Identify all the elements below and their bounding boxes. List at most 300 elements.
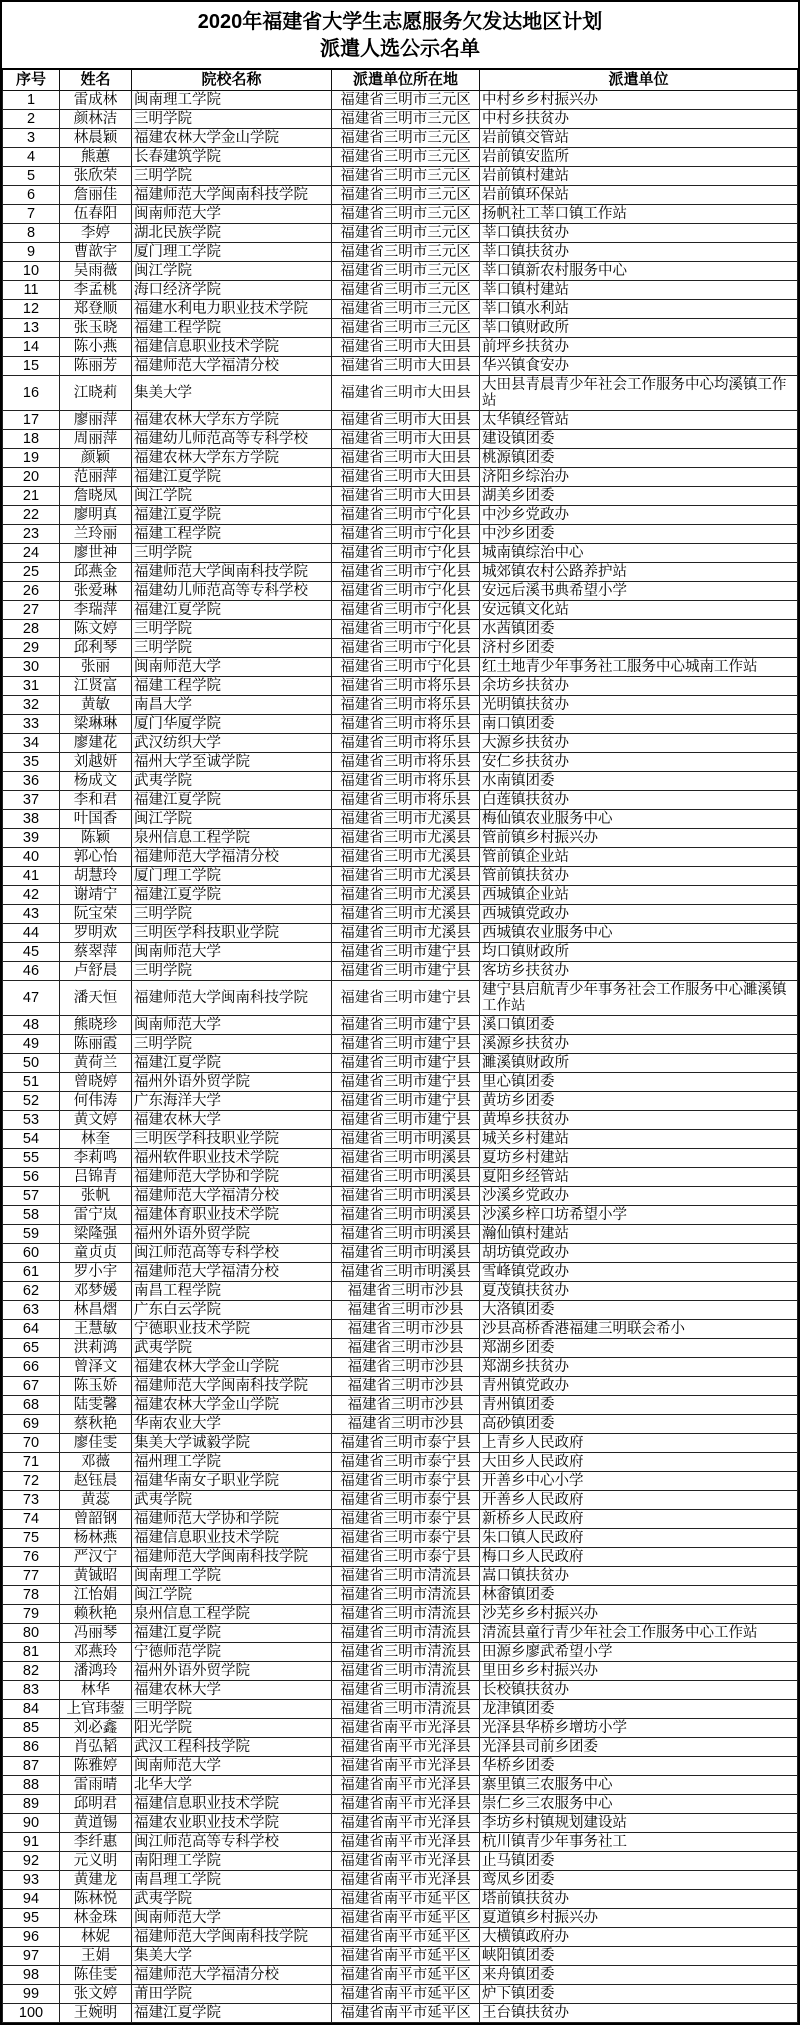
cell-index: 57: [3, 1187, 60, 1206]
cell-school: 南昌理工学院: [132, 1871, 332, 1890]
table-row: [3, 753, 798, 772]
table-row: [3, 1320, 798, 1339]
cell-location: 福建省三明市将乐县: [332, 715, 480, 734]
cell-school: 南阳理工学院: [132, 1852, 332, 1871]
cell-name: 阮宝荣: [60, 905, 132, 924]
cell-location: 福建省三明市明溪县: [332, 1187, 480, 1206]
cell-name: 潘鸿玲: [60, 1662, 132, 1681]
cell-name: 谢靖宁: [60, 886, 132, 905]
cell-school: 福建信息职业技术学院: [132, 338, 332, 357]
cell-school: 广东海洋大学: [132, 1092, 332, 1111]
table-row: [3, 449, 798, 468]
cell-name: 王慧敏: [60, 1320, 132, 1339]
cell-location: 福建省南平市光泽县: [332, 1776, 480, 1795]
cell-name: 罗小宇: [60, 1263, 132, 1282]
cell-name: 蔡秋艳: [60, 1415, 132, 1434]
cell-index: 31: [3, 677, 60, 696]
cell-location: 福建省南平市延平区: [332, 1985, 480, 2004]
table-row: [3, 262, 798, 281]
cell-school: 福建江夏学院: [132, 468, 332, 487]
cell-index: 29: [3, 639, 60, 658]
table-row: [3, 1263, 798, 1282]
cell-name: 郭心怡: [60, 848, 132, 867]
cell-name: 陈玉娇: [60, 1377, 132, 1396]
cell-location: 福建省三明市尤溪县: [332, 810, 480, 829]
cell-unit: 塔前镇扶贫办: [480, 1890, 798, 1909]
cell-location: 福建省三明市明溪县: [332, 1168, 480, 1187]
cell-school: 福州外语外贸学院: [132, 1662, 332, 1681]
cell-name: 张欣荣: [60, 167, 132, 186]
cell-index: 54: [3, 1130, 60, 1149]
cell-school: 福建工程学院: [132, 677, 332, 696]
table-row: [3, 924, 798, 943]
cell-unit: 大田乡人民政府: [480, 1453, 798, 1472]
cell-index: 66: [3, 1358, 60, 1377]
cell-index: 94: [3, 1890, 60, 1909]
table-row: [3, 544, 798, 563]
cell-name: 元义明: [60, 1852, 132, 1871]
cell-unit: 炉下镇团委: [480, 1985, 798, 2004]
cell-name: 杨林燕: [60, 1529, 132, 1548]
cell-index: 59: [3, 1225, 60, 1244]
table-row: [3, 281, 798, 300]
cell-index: 64: [3, 1320, 60, 1339]
cell-index: 7: [3, 205, 60, 224]
cell-school: 福州大学至诚学院: [132, 753, 332, 772]
cell-name: 刘必鑫: [60, 1719, 132, 1738]
cell-school: 莆田学院: [132, 1985, 332, 2004]
cell-name: 赵钰晨: [60, 1472, 132, 1491]
cell-name: 江晓莉: [60, 376, 132, 411]
cell-location: 福建省三明市清流县: [332, 1643, 480, 1662]
cell-unit: 水茜镇团委: [480, 620, 798, 639]
cell-location: 福建省三明市沙县: [332, 1396, 480, 1415]
cell-school: 福建农林大学: [132, 1681, 332, 1700]
cell-index: 40: [3, 848, 60, 867]
cell-location: 福建省三明市清流县: [332, 1586, 480, 1605]
cell-location: 福建省三明市泰宁县: [332, 1510, 480, 1529]
cell-school: 闽江学院: [132, 810, 332, 829]
cell-unit: 华桥乡团委: [480, 1757, 798, 1776]
cell-index: 87: [3, 1757, 60, 1776]
cell-location: 福建省三明市泰宁县: [332, 1529, 480, 1548]
cell-index: 30: [3, 658, 60, 677]
table-row: [3, 696, 798, 715]
cell-location: 福建省三明市宁化县: [332, 639, 480, 658]
cell-unit: 林畲镇团委: [480, 1586, 798, 1605]
cell-name: 肖弘韬: [60, 1738, 132, 1757]
cell-index: 4: [3, 148, 60, 167]
cell-school: 福建师范大学闽南科技学院: [132, 563, 332, 582]
cell-school: 武夷学院: [132, 1339, 332, 1358]
table-row: [3, 1529, 798, 1548]
cell-unit: 青州镇团委: [480, 1396, 798, 1415]
cell-unit: 安仁乡扶贫办: [480, 753, 798, 772]
cell-school: 长春建筑学院: [132, 148, 332, 167]
cell-unit: 开善乡中心小学: [480, 1472, 798, 1491]
cell-school: 海口经济学院: [132, 281, 332, 300]
cell-index: 96: [3, 1928, 60, 1947]
cell-location: 福建省三明市三元区: [332, 243, 480, 262]
cell-unit: 大源乡扶贫办: [480, 734, 798, 753]
table-row: [3, 1795, 798, 1814]
cell-unit: 建宁县启航青少年事务社会工作服务中心濉溪镇工作站: [480, 981, 798, 1016]
cell-location: 福建省三明市尤溪县: [332, 905, 480, 924]
cell-location: 福建省三明市大田县: [332, 338, 480, 357]
cell-location: 福建省三明市三元区: [332, 300, 480, 319]
table-row: [3, 1624, 798, 1643]
table-row: [3, 1567, 798, 1586]
cell-index: 72: [3, 1472, 60, 1491]
cell-unit: 夏道镇乡村振兴办: [480, 1909, 798, 1928]
header-row: [3, 69, 798, 91]
cell-unit: 高砂镇团委: [480, 1415, 798, 1434]
cell-unit: 田源乡廖武希望小学: [480, 1643, 798, 1662]
cell-school: 福建信息职业技术学院: [132, 1795, 332, 1814]
table-body: [3, 91, 798, 2023]
cell-unit: 瀚仙镇村建站: [480, 1225, 798, 1244]
cell-school: 泉州信息工程学院: [132, 1605, 332, 1624]
cell-location: 福建省三明市三元区: [332, 262, 480, 281]
table-row: [3, 810, 798, 829]
cell-name: 范丽萍: [60, 468, 132, 487]
cell-unit: 光明镇扶贫办: [480, 696, 798, 715]
cell-unit: 夏坊乡村建站: [480, 1149, 798, 1168]
cell-index: 61: [3, 1263, 60, 1282]
cell-name: 曹歆宇: [60, 243, 132, 262]
cell-index: 98: [3, 1966, 60, 1985]
cell-unit: 新桥乡人民政府: [480, 1510, 798, 1529]
cell-unit: 杭川镇青少年事务社工: [480, 1833, 798, 1852]
cell-school: 闽南师范大学: [132, 1016, 332, 1035]
table-row: [3, 905, 798, 924]
cell-school: 福建师范大学福清分校: [132, 1187, 332, 1206]
header-name: 姓名: [60, 69, 132, 91]
cell-unit: 郑湖乡团委: [480, 1339, 798, 1358]
cell-name: 颜林洁: [60, 110, 132, 129]
cell-index: 85: [3, 1719, 60, 1738]
cell-index: 63: [3, 1301, 60, 1320]
cell-school: 福建水利电力职业技术学院: [132, 300, 332, 319]
cell-school: 湖北民族学院: [132, 224, 332, 243]
cell-school: 福建江夏学院: [132, 2004, 332, 2023]
cell-index: 76: [3, 1548, 60, 1567]
cell-school: 武夷学院: [132, 1491, 332, 1510]
cell-school: 北华大学: [132, 1776, 332, 1795]
cell-location: 福建省三明市泰宁县: [332, 1453, 480, 1472]
cell-unit: 岩前镇交管站: [480, 129, 798, 148]
header-index: 序号: [3, 69, 60, 91]
table-row: [3, 110, 798, 129]
cell-unit: 中村乡扶贫办: [480, 110, 798, 129]
cell-unit: 莘口镇村建站: [480, 281, 798, 300]
cell-location: 福建省南平市光泽县: [332, 1852, 480, 1871]
cell-name: 李瑞萍: [60, 601, 132, 620]
cell-location: 福建省南平市光泽县: [332, 1738, 480, 1757]
cell-school: 福建农林大学金山学院: [132, 129, 332, 148]
cell-location: 福建省三明市明溪县: [332, 1149, 480, 1168]
cell-unit: 沙芜乡乡村振兴办: [480, 1605, 798, 1624]
cell-unit: 岩前镇安监所: [480, 148, 798, 167]
table-row: [3, 1339, 798, 1358]
cell-school: 福建师范大学协和学院: [132, 1510, 332, 1529]
cell-school: 福建工程学院: [132, 319, 332, 338]
cell-school: 南昌大学: [132, 696, 332, 715]
cell-location: 福建省三明市泰宁县: [332, 1472, 480, 1491]
cell-name: 严汉宁: [60, 1548, 132, 1567]
cell-location: 福建省三明市三元区: [332, 186, 480, 205]
cell-index: 56: [3, 1168, 60, 1187]
cell-location: 福建省三明市建宁县: [332, 1092, 480, 1111]
cell-index: 84: [3, 1700, 60, 1719]
cell-school: 宁德师范学院: [132, 1643, 332, 1662]
cell-name: 廖佳雯: [60, 1434, 132, 1453]
table-row: [3, 1510, 798, 1529]
cell-unit: 黄坊乡团委: [480, 1092, 798, 1111]
cell-location: 福建省三明市建宁县: [332, 1035, 480, 1054]
header-unit: 派遣单位: [480, 69, 798, 91]
table-row: [3, 1377, 798, 1396]
table-row: [3, 848, 798, 867]
cell-name: 何伟涛: [60, 1092, 132, 1111]
cell-location: 福建省三明市明溪县: [332, 1130, 480, 1149]
cell-unit: 红土地青少年事务社工服务中心城南工作站: [480, 658, 798, 677]
cell-school: 三明医学科技职业学院: [132, 924, 332, 943]
cell-location: 福建省南平市延平区: [332, 1890, 480, 1909]
table-row: [3, 148, 798, 167]
cell-name: 邓燕玲: [60, 1643, 132, 1662]
cell-school: 福建江夏学院: [132, 506, 332, 525]
table-row: [3, 1586, 798, 1605]
table-row: [3, 1738, 798, 1757]
cell-index: 62: [3, 1282, 60, 1301]
cell-unit: 莘口镇财政所: [480, 319, 798, 338]
table-row: [3, 1187, 798, 1206]
cell-index: 45: [3, 943, 60, 962]
cell-school: 福建农林大学金山学院: [132, 1396, 332, 1415]
cell-location: 福建省三明市大田县: [332, 376, 480, 411]
cell-unit: 岩前镇村建站: [480, 167, 798, 186]
cell-location: 福建省三明市大田县: [332, 487, 480, 506]
cell-school: 集美大学: [132, 1947, 332, 1966]
table-row: [3, 772, 798, 791]
table-row: [3, 1244, 798, 1263]
table-row: [3, 1890, 798, 1909]
cell-location: 福建省三明市尤溪县: [332, 886, 480, 905]
cell-name: 雷雨晴: [60, 1776, 132, 1795]
cell-index: 11: [3, 281, 60, 300]
cell-name: 卢舒晨: [60, 962, 132, 981]
cell-unit: 峡阳镇团委: [480, 1947, 798, 1966]
cell-school: 福建江夏学院: [132, 886, 332, 905]
cell-school: 三明学院: [132, 544, 332, 563]
table-row: [3, 525, 798, 544]
cell-name: 熊晓珍: [60, 1016, 132, 1035]
cell-location: 福建省三明市宁化县: [332, 582, 480, 601]
cell-name: 吴雨薇: [60, 262, 132, 281]
cell-name: 曾韶钢: [60, 1510, 132, 1529]
cell-unit: 里心镇团委: [480, 1073, 798, 1092]
cell-location: 福建省三明市将乐县: [332, 791, 480, 810]
cell-unit: 管前镇企业站: [480, 848, 798, 867]
cell-name: 赖秋艳: [60, 1605, 132, 1624]
cell-location: 福建省三明市泰宁县: [332, 1434, 480, 1453]
cell-index: 58: [3, 1206, 60, 1225]
cell-index: 9: [3, 243, 60, 262]
cell-location: 福建省三明市沙县: [332, 1320, 480, 1339]
cell-school: 厦门理工学院: [132, 867, 332, 886]
cell-name: 林华: [60, 1681, 132, 1700]
cell-index: 37: [3, 791, 60, 810]
cell-school: 广东白云学院: [132, 1301, 332, 1320]
cell-unit: 安远后溪书典希望小学: [480, 582, 798, 601]
cell-school: 厦门理工学院: [132, 243, 332, 262]
cell-school: 福建江夏学院: [132, 1054, 332, 1073]
cell-name: 雷宁岚: [60, 1206, 132, 1225]
cell-location: 福建省三明市将乐县: [332, 696, 480, 715]
cell-index: 68: [3, 1396, 60, 1415]
cell-unit: 上青乡人民政府: [480, 1434, 798, 1453]
cell-location: 福建省三明市大田县: [332, 468, 480, 487]
cell-index: 52: [3, 1092, 60, 1111]
cell-location: 福建省南平市光泽县: [332, 1757, 480, 1776]
cell-index: 79: [3, 1605, 60, 1624]
cell-unit: 溪源乡扶贫办: [480, 1035, 798, 1054]
cell-location: 福建省三明市三元区: [332, 129, 480, 148]
cell-name: 张玉晓: [60, 319, 132, 338]
cell-unit: 济村乡团委: [480, 639, 798, 658]
cell-unit: 中沙乡党政办: [480, 506, 798, 525]
cell-index: 3: [3, 129, 60, 148]
cell-location: 福建省南平市光泽县: [332, 1814, 480, 1833]
cell-unit: 前坪乡扶贫办: [480, 338, 798, 357]
cell-unit: 雪峰镇党政办: [480, 1263, 798, 1282]
table-row: [3, 1206, 798, 1225]
cell-school: 福建华南女子职业学院: [132, 1472, 332, 1491]
cell-name: 张爱琳: [60, 582, 132, 601]
table-row: [3, 1035, 798, 1054]
cell-name: 上官玮蓥: [60, 1700, 132, 1719]
cell-name: 江贤富: [60, 677, 132, 696]
cell-location: 福建省南平市延平区: [332, 1909, 480, 1928]
cell-index: 13: [3, 319, 60, 338]
cell-location: 福建省三明市沙县: [332, 1415, 480, 1434]
cell-location: 福建省南平市延平区: [332, 1947, 480, 1966]
cell-index: 71: [3, 1453, 60, 1472]
cell-location: 福建省三明市建宁县: [332, 981, 480, 1016]
table-row: [3, 563, 798, 582]
cell-school: 福州外语外贸学院: [132, 1073, 332, 1092]
cell-name: 邱明君: [60, 1795, 132, 1814]
table-row: [3, 1149, 798, 1168]
cell-index: 82: [3, 1662, 60, 1681]
table-row: [3, 829, 798, 848]
table-row: [3, 1548, 798, 1567]
table-row: [3, 943, 798, 962]
cell-index: 48: [3, 1016, 60, 1035]
cell-name: 李孟桃: [60, 281, 132, 300]
cell-school: 三明学院: [132, 167, 332, 186]
cell-school: 福建师范大学福清分校: [132, 848, 332, 867]
cell-location: 福建省三明市三元区: [332, 110, 480, 129]
cell-unit: 余坊乡扶贫办: [480, 677, 798, 696]
cell-school: 福建师范大学闽南科技学院: [132, 1377, 332, 1396]
cell-location: 福建省三明市三元区: [332, 281, 480, 300]
cell-name: 洪莉鸿: [60, 1339, 132, 1358]
table-row: [3, 1757, 798, 1776]
cell-unit: 湖美乡团委: [480, 487, 798, 506]
cell-unit: 管前镇扶贫办: [480, 867, 798, 886]
table-row: [3, 2004, 798, 2023]
cell-name: 罗明欢: [60, 924, 132, 943]
cell-unit: 莘口镇扶贫办: [480, 224, 798, 243]
table-row: [3, 601, 798, 620]
cell-index: 78: [3, 1586, 60, 1605]
cell-index: 25: [3, 563, 60, 582]
cell-index: 55: [3, 1149, 60, 1168]
table-row: [3, 91, 798, 110]
table-row: [3, 1681, 798, 1700]
cell-school: 三明学院: [132, 1700, 332, 1719]
cell-index: 92: [3, 1852, 60, 1871]
cell-name: 叶国香: [60, 810, 132, 829]
cell-unit: 白莲镇扶贫办: [480, 791, 798, 810]
cell-unit: 溪口镇团委: [480, 1016, 798, 1035]
cell-unit: 城郊镇农村公路养护站: [480, 563, 798, 582]
cell-name: 陈小燕: [60, 338, 132, 357]
cell-school: 武汉工程科技学院: [132, 1738, 332, 1757]
cell-name: 陈林悦: [60, 1890, 132, 1909]
cell-location: 福建省三明市将乐县: [332, 753, 480, 772]
cell-unit: 郑湖乡扶贫办: [480, 1358, 798, 1377]
cell-name: 蔡翠萍: [60, 943, 132, 962]
table-row: [3, 224, 798, 243]
cell-name: 吕锦青: [60, 1168, 132, 1187]
cell-name: 王娟: [60, 1947, 132, 1966]
cell-location: 福建省三明市沙县: [332, 1377, 480, 1396]
cell-index: 44: [3, 924, 60, 943]
cell-index: 90: [3, 1814, 60, 1833]
cell-location: 福建省三明市泰宁县: [332, 1548, 480, 1567]
table-row: [3, 582, 798, 601]
table-row: [3, 658, 798, 677]
cell-name: 廖明真: [60, 506, 132, 525]
table-row: [3, 1301, 798, 1320]
cell-school: 福建师范大学福清分校: [132, 1966, 332, 1985]
cell-location: 福建省三明市三元区: [332, 91, 480, 110]
cell-unit: 龙津镇团委: [480, 1700, 798, 1719]
cell-name: 黄荷兰: [60, 1054, 132, 1073]
cell-name: 周丽萍: [60, 430, 132, 449]
cell-name: 廖世神: [60, 544, 132, 563]
cell-school: 福建体育职业技术学院: [132, 1206, 332, 1225]
table-row: [3, 1852, 798, 1871]
table-row: [3, 205, 798, 224]
cell-index: 39: [3, 829, 60, 848]
cell-name: 林妮: [60, 1928, 132, 1947]
cell-location: 福建省三明市清流县: [332, 1624, 480, 1643]
cell-location: 福建省三明市沙县: [332, 1358, 480, 1377]
cell-unit: 建设镇团委: [480, 430, 798, 449]
cell-index: 12: [3, 300, 60, 319]
cell-unit: 夏茂镇扶贫办: [480, 1282, 798, 1301]
cell-index: 5: [3, 167, 60, 186]
cell-school: 福建农林大学: [132, 1111, 332, 1130]
cell-location: 福建省三明市清流县: [332, 1605, 480, 1624]
table-row: [3, 1472, 798, 1491]
cell-index: 41: [3, 867, 60, 886]
cell-index: 22: [3, 506, 60, 525]
